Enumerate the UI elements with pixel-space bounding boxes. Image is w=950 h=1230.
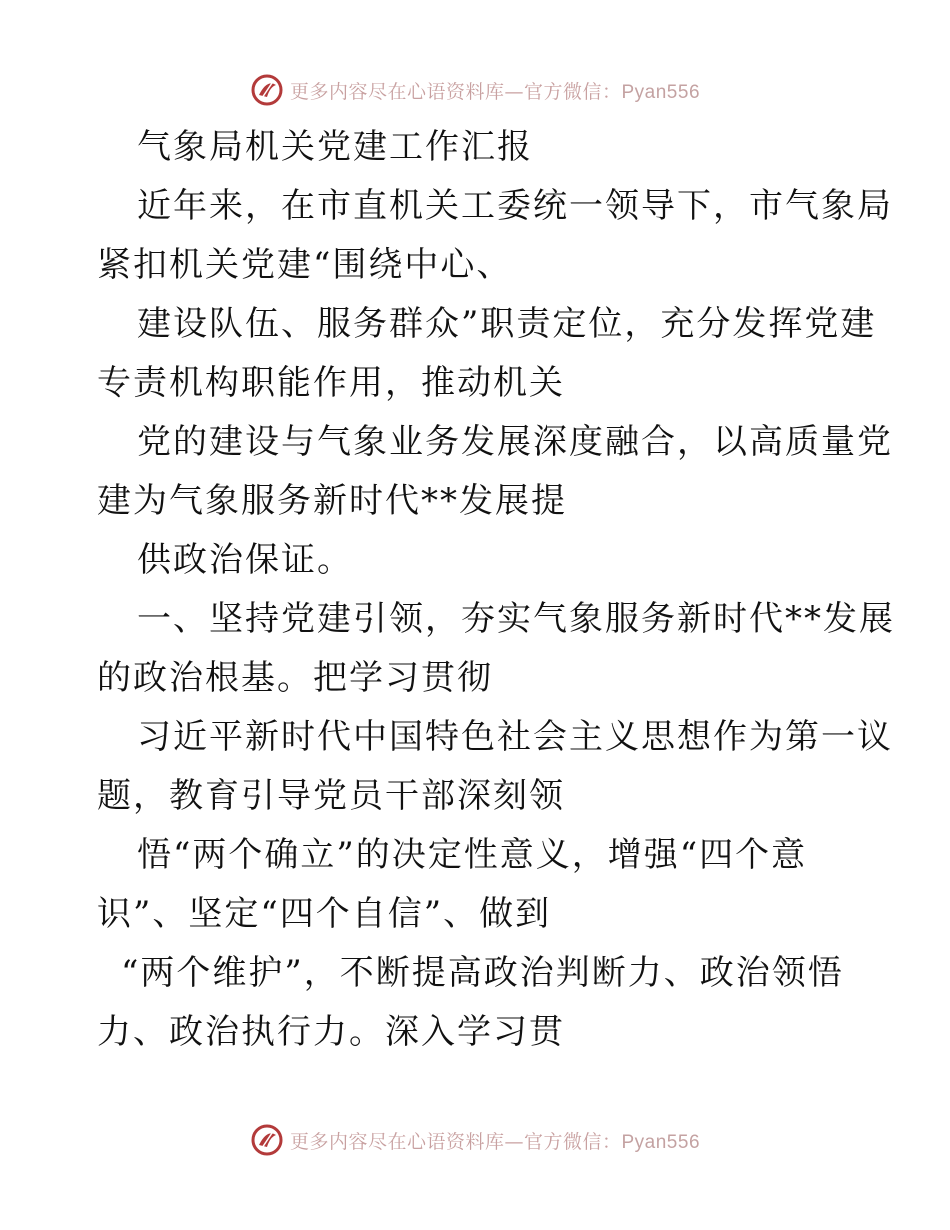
paragraph-line: 党的建设与气象业务发展深度融合，以高质量党 [137, 422, 893, 462]
paragraph-line: 专责机构职能作用，推动机关 [97, 363, 565, 403]
brand-logo-icon [250, 1123, 284, 1157]
footer-wechat-id: Pyan556 [621, 1131, 701, 1153]
paragraph-line: “两个维护”，不断提高政治判断力、政治领悟 [121, 953, 844, 993]
section-heading-line: 一、坚持党建引领，夯实气象服务新时代**发展 [137, 599, 895, 639]
footer-banner-text: 更多内容尽在心语资料库—官方微信：Pyan556 [289, 1130, 701, 1153]
paragraph-line: 习近平新时代中国特色社会主义思想作为第一议 [137, 717, 893, 757]
paragraph-line: 近年来，在市直机关工委统一领导下，市气象局 [137, 186, 893, 226]
paragraph-line: 悟“两个确立”的决定性意义，增强“四个意 [137, 835, 808, 875]
paragraph-line: 供政治保证。 [137, 540, 353, 580]
paragraph-line: 力、政治执行力。深入学习贯 [97, 1012, 565, 1052]
paragraph-line: 的政治根基。把学习贯彻 [97, 658, 493, 698]
paragraph-line: 题，教育引导党员干部深刻领 [97, 776, 565, 816]
document-title: 气象局机关党建工作汇报 [137, 127, 533, 167]
paragraph-line: 紧扣机关党建“围绕中心、 [97, 245, 513, 285]
header-wechat-id: Pyan556 [621, 81, 701, 103]
header-banner-text: 更多内容尽在心语资料库—官方微信：Pyan556 [289, 80, 701, 103]
paragraph-line: 建为气象服务新时代**发展提 [97, 481, 567, 521]
brand-logo-icon [250, 73, 284, 107]
footer-banner [0, 1120, 950, 1160]
header-banner [0, 70, 950, 110]
document-body [97, 118, 895, 1062]
paragraph-line: 建设队伍、服务群众”职责定位，充分发挥党建 [137, 304, 877, 344]
paragraph-line: 识”、坚定“四个自信”、做到 [97, 894, 552, 934]
